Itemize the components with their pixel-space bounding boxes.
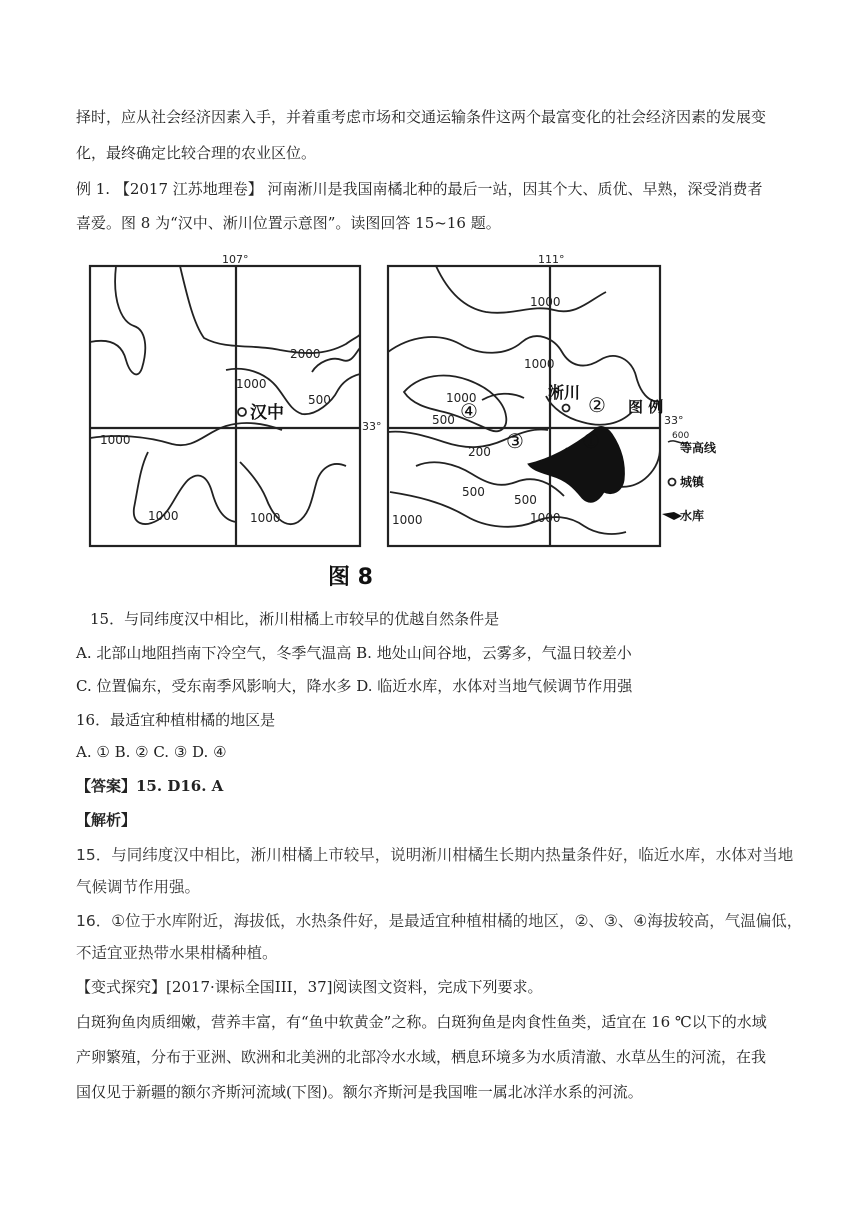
example-line-1: 例 1. 【2017 江苏地理卷】 河南淅川是我国南橘北种的最后一站，因其个大、质优、早熟，深受消费者 [76, 180, 763, 198]
marker-4: ④ [460, 399, 478, 423]
variant-line-3: 国仅见于新疆的额尔齐斯河流域(下图)。额尔齐斯河是我国唯一属北冰洋水系的河流。 [76, 1083, 643, 1101]
question-16-options: A. ① B. ② C. ③ D. ④ [76, 743, 227, 761]
legend-title: 图 例 [628, 398, 664, 416]
hanzhong-city-label: 汉中 [250, 403, 284, 423]
right-contour-label: 1000 [392, 513, 423, 527]
analysis-16-line-1: 16．①位于水库附近，海拔低，水热条件好，是最适宜种植柑橘的地区，②、③、④海拔较高，气温偏低， [76, 912, 803, 930]
question-15-options-cd: C. 位置偏东，受东南季风影响大，降水多 D. 临近水库，水体对当地气候调节作用强 [76, 677, 633, 695]
variant-line-1: 白斑狗鱼肉质细嫩，营养丰富，有“鱼中软黄金”之称。白斑狗鱼是肉食性鱼类，适宜在 16 ℃以下的水域 [76, 1013, 767, 1031]
right-contour-label: 200 [468, 445, 491, 459]
variant-title: 【变式探究】[2017·课标全国III，37]阅读图文资料，完成下列要求。 [76, 978, 543, 996]
xichuan-city-label: 淅川 [548, 383, 581, 402]
legend-city-icon [669, 479, 676, 486]
right-latitude-label: 33° [664, 414, 684, 427]
legend-city-label: 城镇 [680, 475, 705, 489]
intro-paragraph-line-1: 择时，应从社会经济因素入手，并着重考虑市场和交通运输条件这两个最富变化的社会经济因素的发展变 [76, 108, 767, 126]
variant-line-2: 产卵繁殖，分布于亚洲、欧洲和北美洲的北部冷水水域，栖息环境多为水质清澈、水草丛生的河流，在我 [76, 1048, 767, 1066]
left-contour-label: 1000 [250, 511, 281, 525]
left-latitude-label: 33° [362, 420, 382, 433]
question-15-options-ab: A. 北部山地阻挡南下冷空气，冬季气温高 B. 地处山间谷地，云雾多，气温日较差小 [76, 644, 632, 662]
figure-caption: 图 8 [328, 565, 373, 590]
reservoir-shape [528, 427, 624, 503]
marker-3: ③ [506, 429, 524, 453]
legend-contour-label: 等高线 [680, 441, 717, 455]
left-contour-label: 2000 [290, 347, 321, 361]
marker-1: ① [582, 429, 600, 453]
legend-reservoir-label: 水库 [680, 509, 705, 523]
xichuan-city-marker [563, 405, 570, 412]
left-longitude-label: 107° [222, 253, 249, 266]
map-svg [76, 252, 717, 592]
left-contour-label: 1000 [236, 377, 267, 391]
right-contour-label: 1000 [530, 511, 561, 525]
left-contour-label: 1000 [100, 433, 131, 447]
example-line-2: 喜爱。图 8 为“汉中、淅川位置示意图”。读图回答 15~16 题。 [76, 214, 501, 232]
question-16: 16．最适宜种植柑橘的地区是 [76, 711, 276, 729]
right-contour-label: 500 [514, 493, 537, 507]
analysis-15-line-2: 气候调节作用强。 [76, 878, 201, 896]
left-contour-label: 500 [308, 393, 331, 407]
figure-8-map [76, 252, 717, 592]
left-contour-label: 1000 [148, 509, 179, 523]
legend-reservoir-icon [662, 512, 682, 520]
analysis-16-line-2: 不适宜亚热带水果柑橘种植。 [76, 944, 278, 962]
marker-2: ② [588, 393, 606, 417]
right-contour-label: 1000 [446, 391, 477, 405]
analysis-15-line-1: 15．与同纬度汉中相比，淅川柑橘上市较早，说明淅川柑橘生长期内热量条件好，临近水库，水体对当地 [76, 846, 794, 864]
analysis-title: 【解析】 [76, 811, 137, 829]
right-longitude-label: 111° [538, 253, 565, 266]
right-contour-label: 1000 [524, 357, 555, 371]
legend-contour-sample: 600 [672, 431, 690, 441]
intro-paragraph-line-2: 化，最终确定比较合理的农业区位。 [76, 144, 317, 162]
right-contour-label: 500 [462, 485, 485, 499]
answer-line: 【答案】15. D16. A [76, 777, 224, 795]
question-15: 15．与同纬度汉中相比，淅川柑橘上市较早的优越自然条件是 [90, 610, 500, 628]
right-contour-label: 1000 [530, 295, 561, 309]
hanzhong-city-marker [238, 408, 246, 416]
right-contour-label: 500 [432, 413, 455, 427]
